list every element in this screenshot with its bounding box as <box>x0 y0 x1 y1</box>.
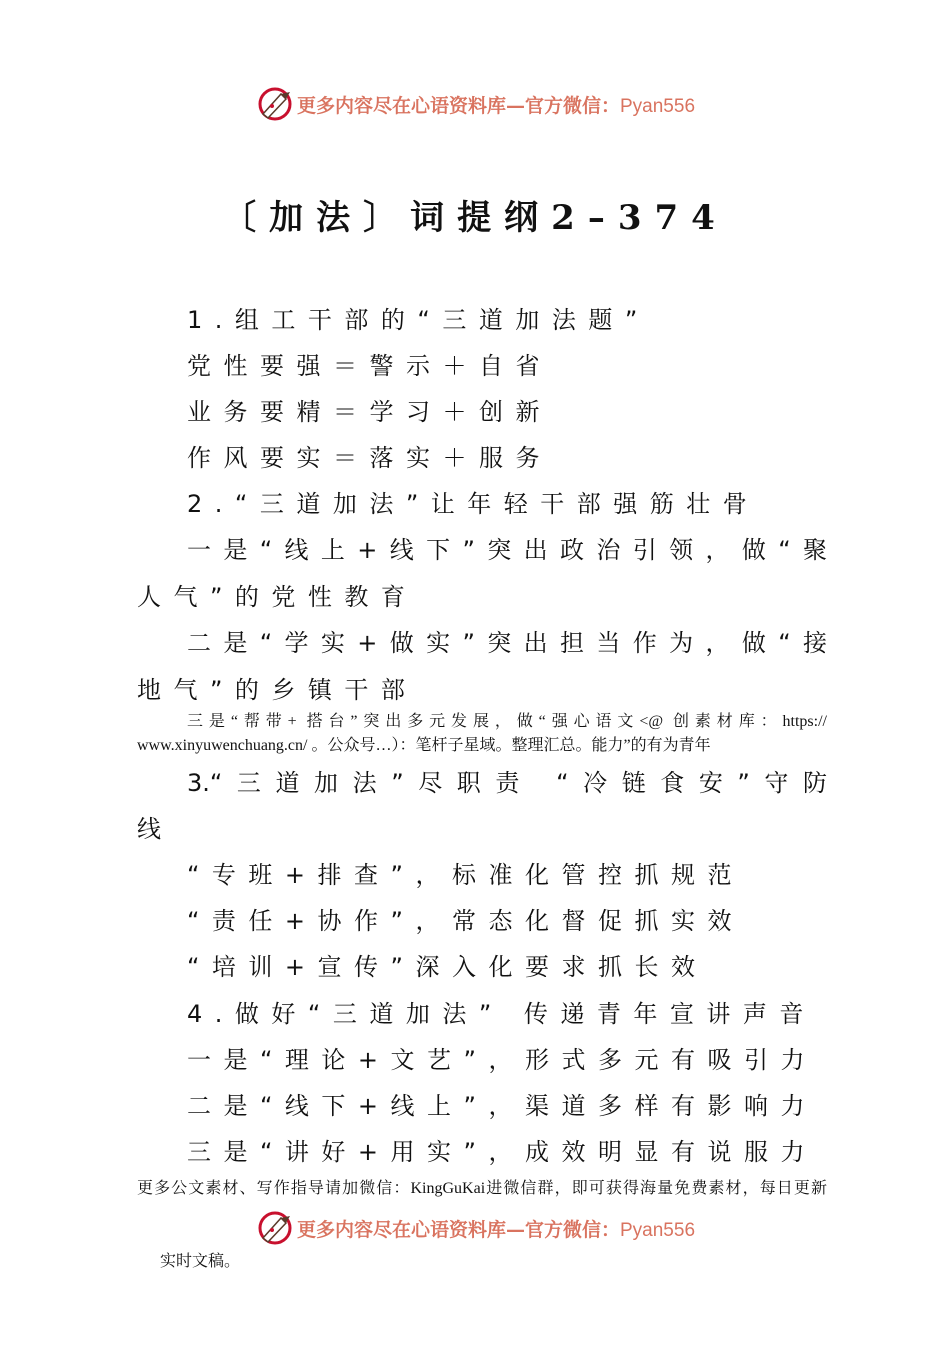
list-item: 作风要实＝落实＋服务 <box>187 444 552 472</box>
list-item: “专班+排查”，标准化管控抓规范 <box>187 861 744 889</box>
banner-suffix-text: 官方微信： <box>524 1218 620 1241</box>
list-item: 一是“理论+文艺”，形式多元有吸引力 <box>187 1046 817 1074</box>
banner-main-text: 更多内容尽在心语资料库 <box>296 1218 506 1241</box>
banner-wechat-id: Pyan556 <box>620 1219 696 1241</box>
list-item: 党性要强＝警示＋自省 <box>187 352 552 380</box>
section-1-heading: 1.组工干部的“三道加法题” <box>187 306 650 334</box>
header-banner <box>0 84 950 124</box>
page-title: 〔加法〕词提纲2–374 <box>222 198 728 238</box>
pen-nib-logo-icon <box>255 84 295 124</box>
pen-nib-logo-icon <box>255 1208 295 1248</box>
list-item: 三是“讲好+用实”，成效明显有说服力 <box>187 1138 817 1166</box>
section-2-heading: 2.“三道加法”让年轻干部强筋壮骨 <box>187 490 760 518</box>
paragraph-line: 二是“学实+做实”突出担当作为，做“接 <box>187 629 827 657</box>
banner-text <box>297 91 695 118</box>
paragraph-line: 线 <box>137 815 174 843</box>
inserted-note-line: www.xinyuwenchuang.cn/ 。公众号…）：笔杆子星域。整理汇总。能力”的有为青年 <box>137 737 711 754</box>
list-item: “培训+宣传”深入化要求抓长效 <box>187 953 708 981</box>
banner-wechat-id: Pyan556 <box>620 95 696 117</box>
footer-note-end: 实时文稿。 <box>160 1253 241 1270</box>
paragraph-line: 地气”的乡镇干部 <box>137 676 418 704</box>
paragraph-line: 人气”的党性教育 <box>137 583 418 611</box>
list-item: “责任+协作”，常态化督促抓实效 <box>187 907 744 935</box>
footer-banner <box>0 1208 950 1248</box>
inserted-note-line: 三是“帮带+ 搭台”突出多元发展，做“强心语文<@ 创素材库：https:// <box>187 713 827 730</box>
banner-separator: — <box>505 94 525 117</box>
banner-main-text: 更多内容尽在心语资料库 <box>296 94 506 117</box>
banner-text <box>297 1215 695 1242</box>
banner-suffix-text: 官方微信： <box>524 94 620 117</box>
section-4-heading: 4.做好“三道加法” 传递青年宣讲声音 <box>187 1000 816 1028</box>
list-item: 二是“线下+线上”，渠道多样有影响力 <box>187 1092 817 1120</box>
section-3-heading: 3.“三道加法”尽职责 “冷链食安”守防 <box>187 769 827 797</box>
paragraph-line: 一是“线上+线下”突出政治引领，做“聚 <box>187 536 827 564</box>
footer-note-line: 更多公文素材、写作指导请加微信：KingGuKai进微信群，即可获得海量免费素材，每日更新 <box>137 1180 827 1197</box>
banner-separator: — <box>505 1218 525 1241</box>
list-item: 业务要精＝学习＋创新 <box>187 398 552 426</box>
